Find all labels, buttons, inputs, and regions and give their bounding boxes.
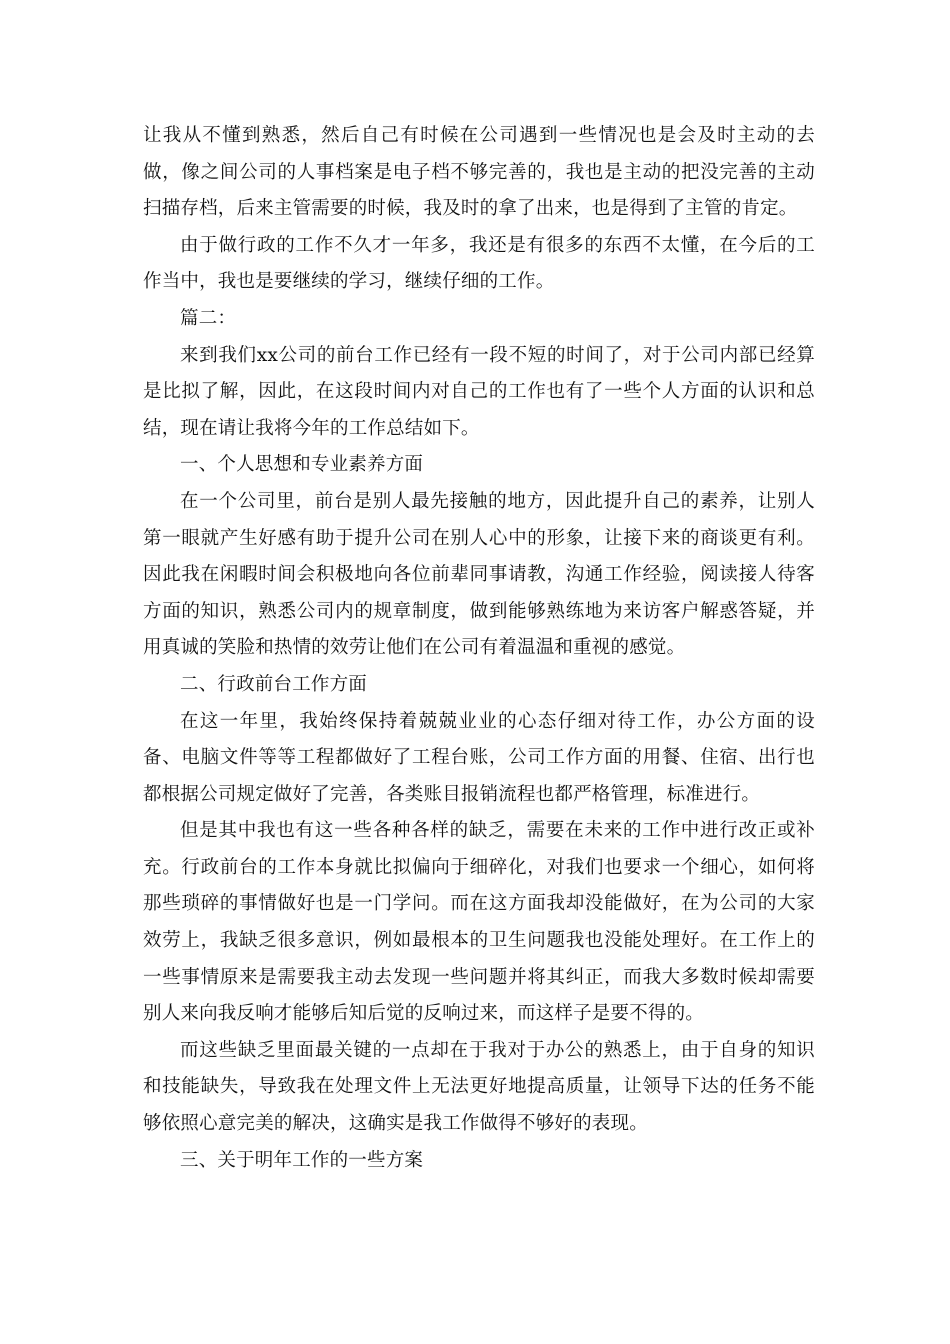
paragraph: 而这些缺乏里面最关键的一点却在于我对于办公的熟悉上，由于自身的知识和技能缺失，导致我在处理文件上无法更好地提高质量，让领导下达的任务不能够依照心意完美的解决，这确实是我工作做得不够好的表现。 bbox=[143, 1039, 815, 1135]
paragraph: 但是其中我也有这一些各种各样的缺乏，需要在未来的工作中进行改正或补充。行政前台的工作本身就比拟偏向于细碎化，对我们也要求一个细心，如何将那些琐碎的事情做好也是一门学问。而在这方面我却没能做好，在为公司的大家效劳上，我缺乏很多意识，例如最根本的卫生问题我也没能处理好。在工作上的一些事情原来是需要我主动去发现一些问题并将其纠正，而我大多数时候却需要别人来向我反响才能够后知后觉的反响过来，而这样子是要不得的。 bbox=[143, 820, 815, 1025]
section-title: 篇二： bbox=[180, 307, 237, 329]
section-heading: 一、个人思想和专业素养方面 bbox=[180, 454, 424, 476]
document-body bbox=[143, 118, 815, 1179]
section-heading: 三、关于明年工作的一些方案 bbox=[180, 1149, 424, 1171]
paragraph: 让我从不懂到熟悉，然后自己有时候在公司遇到一些情况也是会及时主动的去做，像之间公司的人事档案是电子档不够完善的，我也是主动的把没完善的主动扫描存档，后来主管需要的时候，我及时的拿了出来，也是得到了主管的肯定。 bbox=[143, 125, 815, 220]
paragraph: 由于做行政的工作不久才一年多，我还是有很多的东西不太懂，在今后的工作当中，我也是要继续的学习，继续仔细的工作。 bbox=[143, 234, 815, 293]
paragraph: 在这一年里，我始终保持着兢兢业业的心态仔细对待工作，办公方面的设备、电脑文件等等工程都做好了工程台账，公司工作方面的用餐、住宿、出行也都根据公司规定做好了完善，各类账目报销流程也都严格管理，标准进行。 bbox=[143, 710, 815, 805]
section-heading: 二、行政前台工作方面 bbox=[180, 673, 368, 695]
paragraph: 在一个公司里，前台是别人最先接触的地方，因此提升自己的素养，让别人第一眼就产生好感有助于提升公司在别人心中的形象，让接下来的商谈更有利。因此我在闲暇时间会积极地向各位前辈同事请教，沟通工作经验，阅读接人待客方面的知识，熟悉公司内的规章制度，做到能够熟练地为来访客户解惑答疑，并用真诚的笑脸和热情的效劳让他们在公司有着温温和重视的感觉。 bbox=[143, 490, 815, 659]
paragraph: 来到我们xx公司的前台工作已经有一段不短的时间了，对于公司内部已经算是比拟了解，因此，在这段时间内对自己的工作也有了一些个人方面的认识和总结，现在请让我将今年的工作总结如下。 bbox=[143, 344, 815, 439]
